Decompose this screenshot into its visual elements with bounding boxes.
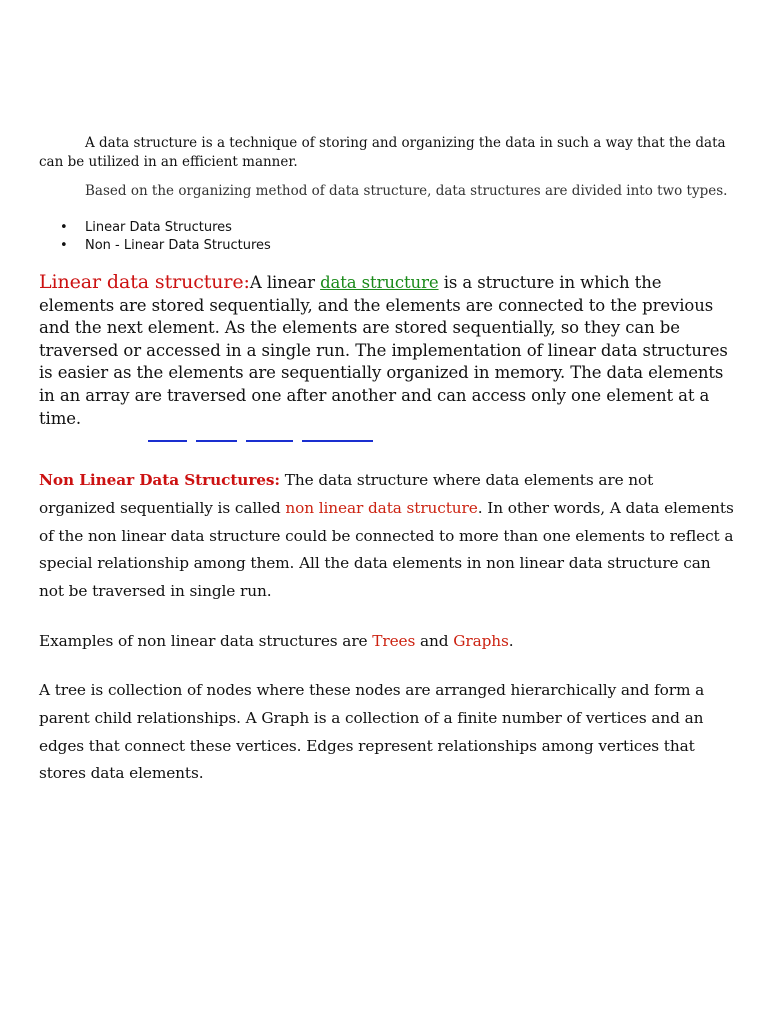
examples-end: . — [508, 632, 514, 650]
linear-paragraph — [39, 271, 734, 430]
list-item-label: Non - Linear Data Structures — [85, 237, 271, 253]
linear-body-text: is a structure in which the elements are stored sequentially, and the elements are connected to the previous and the next element. As the elements are stored sequentially, so they can be traversed or accessed in a single run. The implementation of linear data structures is easier as the elements are sequentially organized in memory. The data elements in an array are traversed one after another and can access only one element at a time. — [39, 273, 728, 428]
types-intro-paragraph: Based on the organizing method of data structure, data structures are divided into two types. — [85, 183, 728, 199]
list-item-label: Linear Data Structures — [85, 220, 232, 235]
bullet-icon: • — [60, 237, 68, 253]
linear-heading: Linear data structure: — [39, 271, 250, 293]
types-list — [60, 219, 271, 254]
nonlinear-term: non linear data structure — [285, 498, 478, 517]
bullet-icon: • — [60, 220, 68, 235]
linear-lead-text: A linear — [249, 273, 321, 292]
nonlinear-body-text-2: . In other words, A data elements of the non linear data structure could be connected to more than one elements to reflect a special relationship among them. All the data elements in non linear data structure can not be traversed in single run. — [39, 498, 734, 601]
list-item — [60, 219, 271, 237]
nonlinear-body-text: The data structure where data elements are not organized sequentially is called — [39, 471, 654, 517]
data-structure-link[interactable]: data structure — [320, 273, 439, 292]
trees-term: Trees — [372, 632, 416, 650]
list-item — [60, 237, 271, 255]
tree-graph-paragraph: A tree is collection of nodes where these nodes are arranged hierarchically and form a parent child relationships. A Graph is a collection of a finite number of vertices and an edges that connect these vertices. Edges represent relationships among vertices that stores data elements. — [39, 681, 705, 783]
blank-underlines — [0, 434, 768, 444]
blank-underline — [302, 440, 373, 442]
blank-underline — [148, 440, 187, 442]
blank-underline — [196, 440, 237, 442]
blank-underline — [246, 440, 293, 442]
nonlinear-paragraph — [39, 467, 734, 606]
graphs-term: Graphs — [453, 632, 509, 650]
nonlinear-heading: Non Linear Data Structures: — [39, 471, 280, 489]
intro-paragraph: A data structure is a technique of storing and organizing the data in such a way that the data can be utilized in an efficient manner. — [39, 135, 726, 170]
examples-and: and — [415, 632, 454, 650]
examples-paragraph — [39, 628, 734, 656]
examples-lead: Examples of non linear data structures are — [39, 632, 373, 650]
